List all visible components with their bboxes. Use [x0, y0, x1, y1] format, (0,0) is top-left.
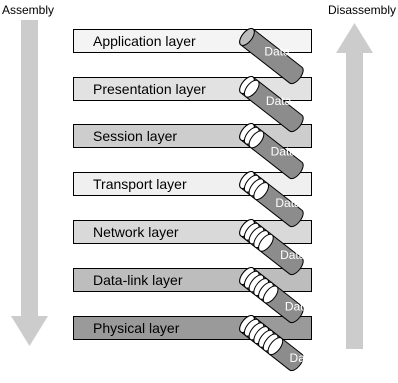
data-label: Data: [280, 247, 306, 262]
data-label: Data: [265, 93, 292, 108]
layer-application: Application layer: [73, 29, 312, 53]
data-cylinder: [237, 265, 306, 325]
data-label: Data: [264, 44, 290, 59]
disassembly-label: Disassembly: [327, 3, 396, 17]
data-label: Data: [289, 351, 315, 366]
layer-network: Network layer: [73, 220, 312, 244]
data-label: Data: [275, 196, 301, 211]
data-label: Data: [270, 144, 296, 159]
layer-physical: Physical layer: [73, 316, 312, 340]
layer-session: Session layer: [73, 124, 312, 148]
layer-transport: Transport layer: [73, 172, 312, 196]
assembly-label: Assembly: [2, 3, 55, 17]
layer-data-link: Data-link layer: [73, 268, 312, 292]
layer-presentation: Presentation layer: [73, 77, 312, 101]
data-label: Data: [284, 299, 311, 314]
